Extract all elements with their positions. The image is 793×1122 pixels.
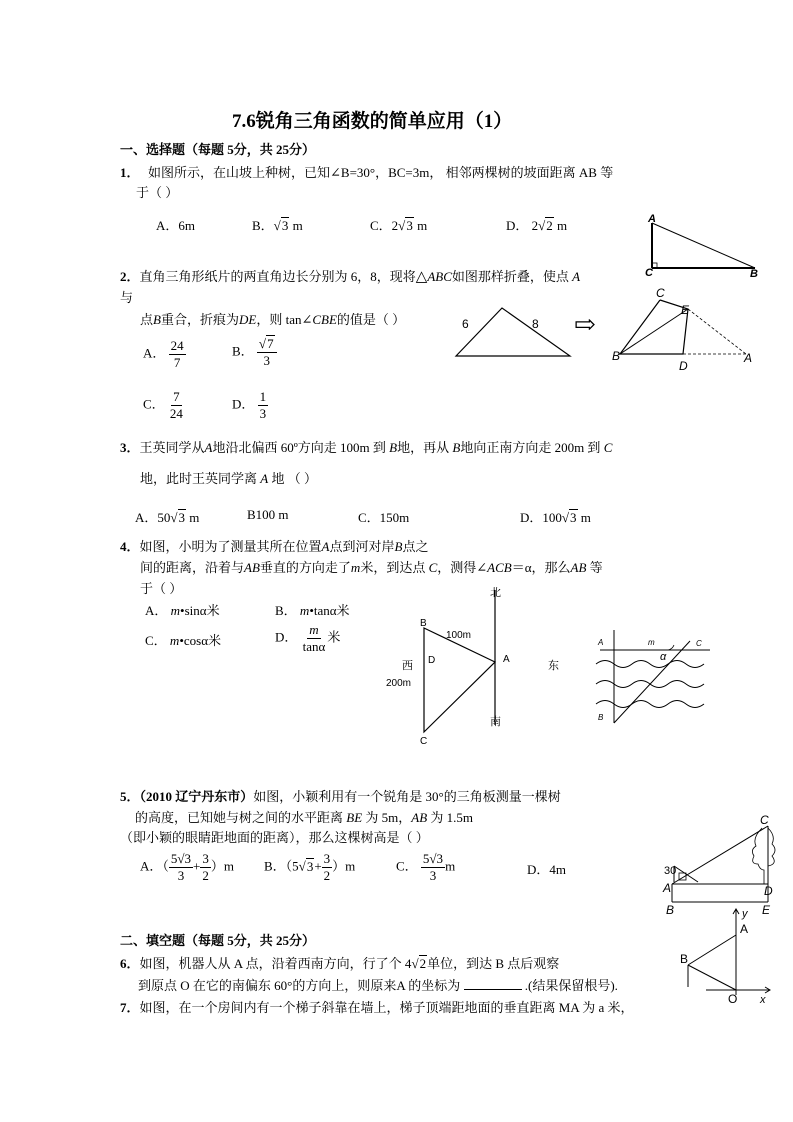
page-title: 7.6锐角三角函数的简单应用（1） <box>232 111 513 132</box>
q3-text-line1: 3．王英同学从A地沿北偏西 60º方向走 100m 到 B地，再从 B地向正南方向走 200m 到 C <box>120 440 613 455</box>
q1-slope-figure <box>640 210 765 280</box>
q4-river-figure <box>592 628 722 728</box>
q4-fig-label-c: C <box>420 736 428 747</box>
q4-text-line1: 4．如图，小明为了测量其所在位置A点到河对岸B点之 <box>120 539 429 554</box>
q6-fig-label-y: y <box>742 908 748 920</box>
q6-text-line1: 6．如图，机器人从 A 点，沿着西南方向，行了个 4√2单位，到达 B 点后观察 <box>120 956 560 971</box>
q1-option-b: B．√3 m <box>252 218 303 233</box>
q5-tree-figure <box>660 810 780 920</box>
q6-fig-label-b: B <box>680 952 689 966</box>
q5-option-a: A．（ $\frac{5√3}{3}$ + $\frac{3}{2}$ ）m <box>140 851 234 884</box>
q4-river-label-alpha: α <box>660 651 667 663</box>
q5-fig-label-c: C <box>760 813 769 827</box>
q3-text-line2: 地，此时王英同学离 A 地 （ ） <box>140 471 317 486</box>
q2-option-a: A． $\frac{24}{7}$ <box>143 338 184 371</box>
q4-fig-east: 东 <box>548 660 559 672</box>
q4-option-c: C． m•cosα米 <box>145 633 222 648</box>
q5-option-c: C． $\frac{5√3}{3}$ m <box>396 851 456 884</box>
q1-text-line1: 如图所示，在山坡上种树，已知∠B=30°，BC=3m， 相邻两棵树的坡面距离 AB 等 <box>148 165 614 180</box>
q5-fig-label-30: 30 <box>664 865 677 877</box>
q4-text-line2: 间的距离，沿着与AB垂直的方向走了m米，到达点 C，测得∠ACB＝α，那么AB 等 <box>140 560 603 575</box>
q2-fig-label-e: E <box>681 303 690 317</box>
q2-text-line1: 2．直角三角形纸片的两直角边长分别为 6，8，现将△ABC如图那样折叠，使点 A <box>120 269 581 285</box>
q4-river-label-a: A <box>598 638 604 647</box>
q6-fig-label-o: O <box>728 992 738 1006</box>
q1-option-a: A．6m <box>156 218 196 233</box>
q2-fig-label-a: A <box>744 351 753 365</box>
q6-fig-label-x: x <box>760 994 766 1006</box>
q5-fig-label-a: A <box>663 881 672 895</box>
q4-option-a: A． m•sinα米 <box>145 603 220 618</box>
q2-fig-label-b: B <box>612 349 621 363</box>
q4-fig-label-d: D <box>428 655 436 666</box>
q6-text-line2: 到原点 O 在它的南偏东 60°的方向上，则原来A 的坐标为 .(结果保留根号). <box>138 978 618 993</box>
q2-option-c: C． $\frac{7}{24}$ <box>143 389 183 422</box>
q5-fig-label-b: B <box>666 903 675 917</box>
q2-text-line2: 与 <box>120 290 134 305</box>
q5-fig-label-e: E <box>762 903 771 917</box>
q2-option-b: B． $\frac{√7}{3}$ <box>232 336 277 370</box>
q2-fig-label-6: 6 <box>462 317 469 331</box>
q5-text-line1: 5．（2010 辽宁丹东市）如图，小颖利用有一个锐角是 30°的三角板测量一棵树 <box>120 789 561 804</box>
q1-number: 1． <box>120 165 140 180</box>
q6-coordinate-figure <box>676 905 776 1005</box>
q4-fig-label-b: B <box>420 618 427 629</box>
q2-fig-label-8: 8 <box>532 317 539 331</box>
q2-fig-label-d: D <box>679 359 688 373</box>
q4-direction-figure <box>382 580 582 750</box>
q2-fold-figure <box>610 284 760 374</box>
q1-fig-label-a: A <box>648 213 656 225</box>
q7-text-line1: 7．如图，在一个房间内有一个梯子斜靠在墙上，梯子顶端距地面的垂直距离 MA 为 a 米， <box>120 1000 634 1015</box>
section-heading-fill: 二、填空题（每题 5分，共 25分） <box>120 933 316 948</box>
section-heading-choice: 一、选择题（每题 5分，共 25分） <box>120 142 316 157</box>
q2-fold-arrow: ⇨ <box>574 310 596 339</box>
q2-fig-label-c: C <box>656 286 665 300</box>
q4-fig-label-200m: 200m <box>386 678 412 689</box>
q1-text-line2: 于（ ） <box>136 185 179 200</box>
q3-option-d: D．100√3 m <box>520 510 591 525</box>
q5-option-d: D．4m <box>527 862 567 877</box>
q3-option-c: C．150m <box>358 510 410 525</box>
q4-river-label-m: m <box>648 638 655 647</box>
q1-fig-label-b: B <box>750 268 758 280</box>
q4-fig-label-100m: 100m <box>446 630 472 641</box>
q4-river-label-c: C <box>696 639 702 648</box>
q2-text-line3: 点B重合，折痕为DE，则 tan∠CBE的值是（ ） <box>140 312 406 327</box>
q2-option-d: D． $\frac{1}{3}$ <box>232 389 267 422</box>
q1-fig-label-c: C <box>645 267 653 279</box>
q5-fig-label-d: D <box>764 884 773 898</box>
q4-fig-north: 北 <box>490 587 501 599</box>
q1-option-c: C．2√3 m <box>370 218 428 233</box>
q5-text-line2: 的高度，已知她与树之间的水平距离 BE 为 5m，AB 为 1.5m <box>135 810 474 825</box>
q4-text-line3: 于（ ） <box>140 581 183 596</box>
q6-fig-label-a: A <box>740 922 749 936</box>
q6-answer-blank[interactable] <box>464 977 522 990</box>
q5-text-line3: （即小颖的眼睛距地面的距离），那么这棵树高是（ ） <box>120 830 429 845</box>
q4-river-label-b: B <box>598 713 604 722</box>
q4-option-d: D． $\frac{m}{\tan\alpha}$ 米 <box>275 622 341 655</box>
q4-fig-label-a: A <box>503 654 510 665</box>
q3-option-b: B100 m <box>247 507 289 522</box>
q4-option-b: B． m•tanα米 <box>275 603 350 618</box>
q1-option-d: D． 2√2 m <box>506 218 568 233</box>
q4-fig-west: 西 <box>402 660 413 672</box>
q3-option-a: A．50√3 m <box>135 510 200 525</box>
q2-triangle-figure <box>450 300 580 360</box>
q5-option-b: B．（5√3+ $\frac{3}{2}$ ）m <box>264 851 356 884</box>
q4-fig-south: 南 <box>490 716 501 728</box>
